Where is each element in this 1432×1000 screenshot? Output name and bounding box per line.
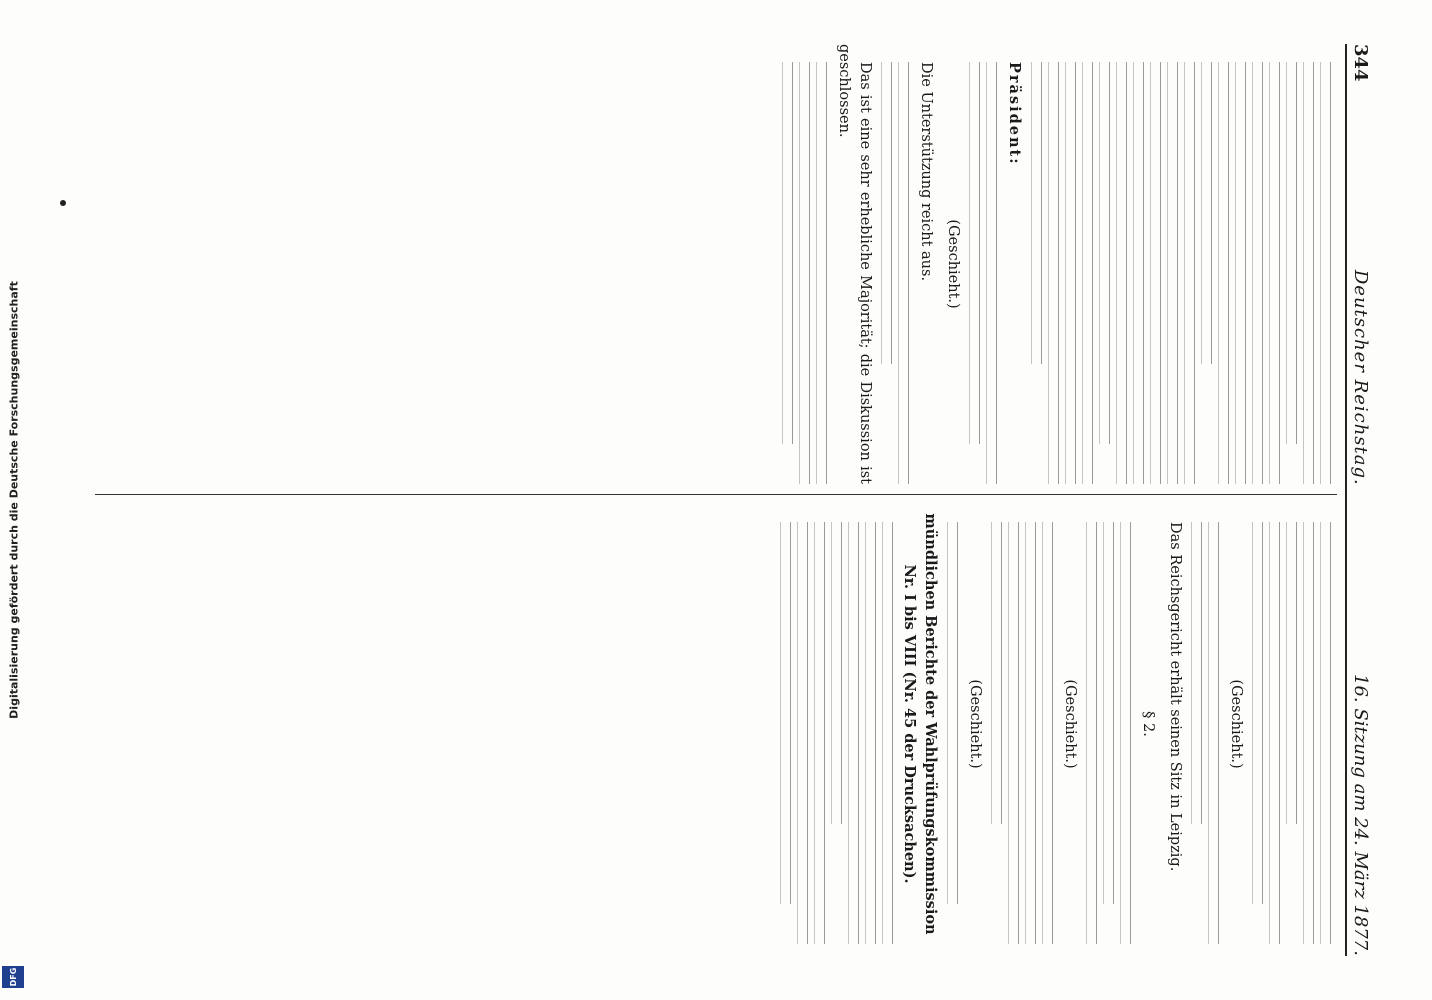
text-line: [1031, 62, 1042, 364]
text-line: [1065, 62, 1076, 484]
text-line: [848, 522, 859, 944]
text-line: [782, 62, 793, 444]
text-line: [1048, 62, 1059, 484]
text-line: [1008, 522, 1019, 944]
text-line: [1208, 522, 1219, 944]
reichsgericht-line: Das Reichsgericht erhält seinen Sitz in Leipzig.: [1167, 522, 1183, 872]
text-line: [1103, 522, 1114, 904]
page-title: Deutscher Reichstag.: [1350, 269, 1372, 486]
text-line: [1201, 62, 1212, 364]
text-line: [797, 522, 808, 944]
rotated-document-page: [85, 34, 1375, 966]
right-column: [95, 504, 1337, 944]
text-line: [947, 522, 958, 904]
page-number: 344: [1350, 44, 1372, 82]
text-line: [1286, 522, 1297, 824]
stage-direction: (Geschieht.): [967, 679, 983, 769]
text-line: [882, 522, 893, 944]
text-line: [1167, 62, 1178, 484]
text-line: [1133, 62, 1144, 484]
text-line: [986, 62, 997, 484]
section-heading: § 2.: [1140, 711, 1156, 737]
text-line: [780, 522, 791, 904]
stage-direction: (Geschieht.): [1228, 679, 1244, 769]
paragraph: Die Unterstützung reicht aus.: [918, 62, 934, 282]
text-line: [1252, 62, 1263, 484]
dfg-logo-icon: DFG: [2, 966, 24, 988]
text-line: [816, 62, 827, 484]
paragraph: [1003, 44, 1025, 484]
text-line: [898, 62, 909, 484]
text-line: [1252, 522, 1263, 904]
text-line: [1025, 522, 1036, 944]
text-line: [1099, 62, 1110, 444]
text-line: [1184, 62, 1195, 484]
text-line: [865, 522, 876, 944]
text-line: [1082, 62, 1093, 484]
text-line: [1120, 522, 1131, 944]
text-line: [1086, 522, 1097, 944]
agenda-heading: mündlichen Berichte der Wahlprüfungskommission Nr. I bis VIII (Nr. 45 der Drucksachen).: [901, 513, 939, 935]
text-line: [1150, 62, 1161, 484]
text-line: [1269, 62, 1280, 484]
column-divider: [95, 494, 1337, 495]
left-column: [95, 44, 1337, 484]
text-line: [814, 522, 825, 944]
text-line: [881, 62, 892, 364]
session-info: 16. Sitzung am 24. März 1877.: [1350, 674, 1372, 956]
text-line: [1269, 522, 1280, 944]
text-line: [1235, 62, 1246, 484]
text-line: [1320, 62, 1331, 484]
page-header: [1345, 44, 1375, 956]
text-line: [1286, 62, 1297, 444]
credit-text: Digitalisierung gefördert durch die Deutsche Forschungsgemeinschaft: [7, 281, 21, 719]
text-line: [1218, 62, 1229, 484]
text-line: [1042, 522, 1053, 944]
stage-direction: (Geschieht.): [1062, 679, 1078, 769]
text-line: [1303, 522, 1314, 944]
text-line: [831, 522, 842, 824]
text-line: [1303, 62, 1314, 484]
text-line: [969, 62, 980, 444]
text-line: [1191, 522, 1202, 824]
scan-speck: [60, 200, 66, 206]
text-line: [1320, 522, 1331, 944]
digitization-credit: [0, 0, 28, 1000]
text-line: [799, 62, 810, 484]
stage-direction: (Geschieht.): [945, 219, 961, 309]
text-line: [1116, 62, 1127, 484]
speaker-name: Präsident:: [1006, 62, 1023, 166]
paragraph: Das ist eine sehr erhebliche Majorität; die Diskussion ist geschlossen.: [836, 44, 873, 484]
text-line: [991, 522, 1002, 824]
